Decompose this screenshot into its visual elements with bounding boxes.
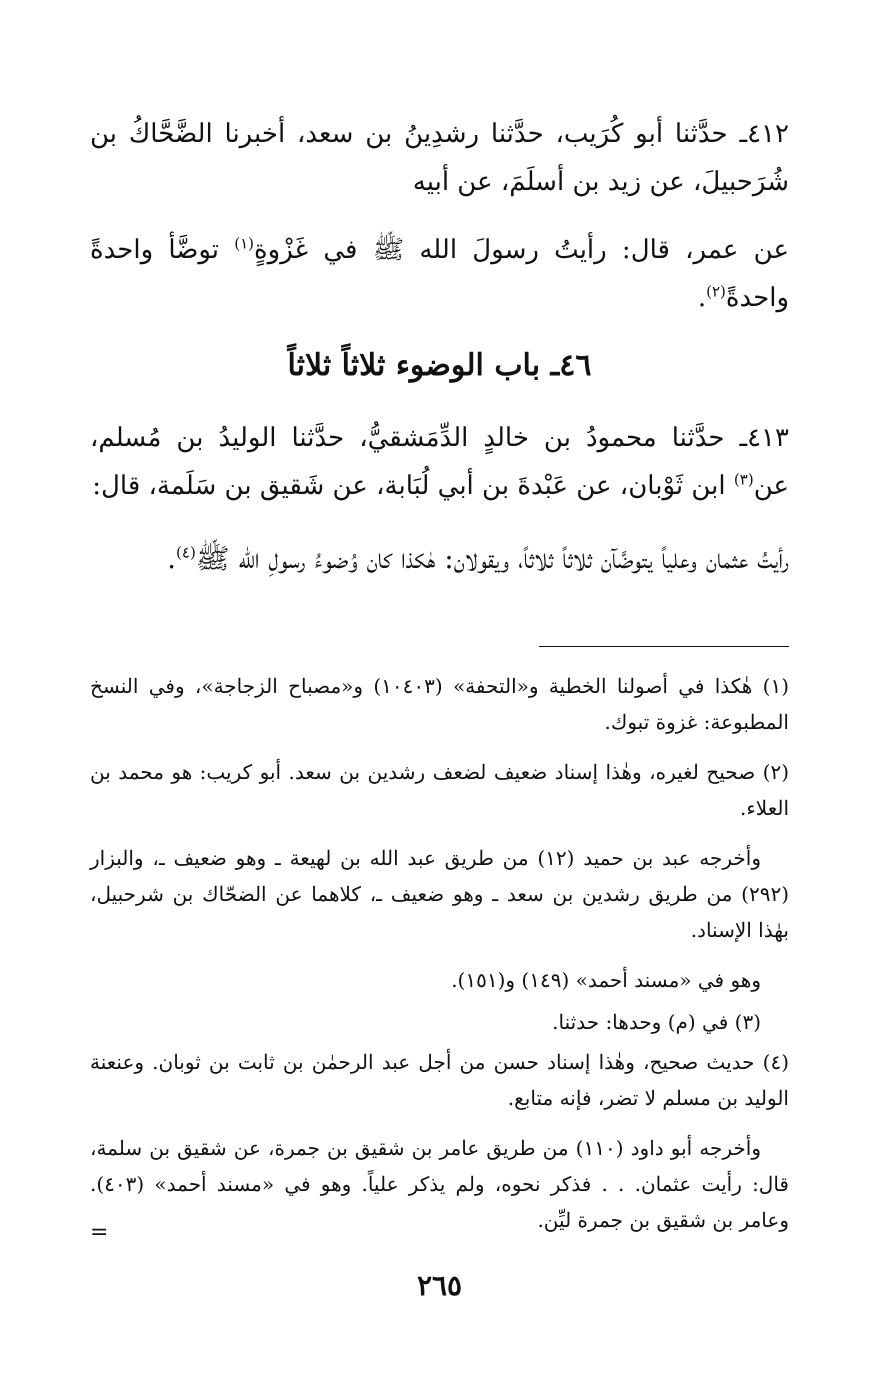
footnote-2: (٢) صحيح لغيره، وهٰذا إسناد ضعيف لضعف رشدين بن سعد. أبو كريب: هو محمد بن العلاء. — [90, 760, 789, 820]
footnote-ref-1: (١) — [234, 234, 255, 253]
footnote-ref-3: (٣) — [733, 470, 754, 489]
footnote-2-continued: وأخرجه عبد بن حميد (١٢) من طريق عبد الله بن لهيعة ـ وهو ضعيف ـ، والبزار (٢٩٢) من طريق رشدين بن سعد ـ وهو ضعيف ـ، كلاهما عن الضحّاك بن شرحبيل، بهٰذا الإسناد. — [90, 846, 789, 942]
chapter-title: ٤٦ـ باب الوضوء ثلاثاً ثلاثاً — [287, 348, 592, 383]
hadith-412-matn-text-2: توضَّأ واحدةً واحدةً — [90, 235, 789, 313]
footnote-4-continued: وأخرجه أبو داود (١١٠) من طريق عامر بن شقيق بن جمرة، عن شقيق بن سلمة، قال: رأيت عثمان. . . فذكر نحوه، ولم يذكر علياً. وهو في «مسند أحمد» (٤٠٣). وعامر بن شقيق بن جمرة ليِّن. — [90, 1136, 789, 1232]
continuation-mark: = — [90, 1220, 109, 1245]
hadith-413-isnad-text-2: ابن ثَوْبان، عن عَبْدةَ بن أبي لُبَابة، عن شَقيق بن سَلَمة، قال: — [92, 471, 734, 501]
hadith-412-matn — [90, 226, 789, 322]
hadith-412-matn-end: . — [697, 283, 707, 313]
footnote-1: (١) هٰكذا في أصولنا الخطية و«التحفة» (١٠٤٠٣) و«مصباح الزجاجة»، وفي النسخ المطبوعة: غزوة تبوك. — [90, 674, 790, 734]
footnote-separator — [539, 646, 789, 647]
hadith-413-isnad-text: ٤١٣ـ حدَّثنا محمودُ بن خالدٍ الدِّمَشقيُّ، حدَّثنا الوليدُ بن مُسلم، عن — [90, 423, 789, 501]
hadith-412-isnad-text: ٤١٢ـ حدَّثنا أبو كُرَيب، حدَّثنا رشدِينُ بن سعد، أخبرنا الضَّحَّاكُ بن شُرَحبيلَ، عن زيد بن أسلَمَ، عن أبيه — [90, 119, 789, 197]
hadith-413-matn — [90, 532, 789, 586]
footnote-4: (٤) حديث صحيح، وهٰذا إسناد حسن من أجل عبد الرحمٰن بن ثابت بن ثوبان. وعنعنة الوليد بن مسلم لا تضر، فإنه متابع. — [90, 1050, 789, 1110]
footnote-ref-4: (٤) — [176, 543, 196, 562]
hadith-413-matn-text: رأيتُ عثمان وعلياً يتوضَّآن ثلاثاً ثلاثاً، ويقولان: هٰكذا كان وُضوءُ رسولِ الله ﷺ — [195, 542, 789, 575]
hadith-412-isnad — [90, 110, 789, 206]
footnote-2-musnad: وهو في «مسند أحمد» (١٤٩) و(١٥١). — [451, 968, 761, 992]
hadith-412-matn-text: عن عمر، قال: رأيتُ رسولَ الله ﷺ في غَزْوةٍ — [254, 235, 789, 265]
footnote-ref-2: (٢) — [706, 282, 726, 301]
page-number: ٢٦٥ — [416, 1269, 463, 1302]
footnote-3: (٣) في (م) وحدها: حدثنا. — [552, 1010, 761, 1034]
hadith-413-isnad — [90, 414, 789, 510]
hadith-413-matn-end: . — [167, 542, 177, 575]
